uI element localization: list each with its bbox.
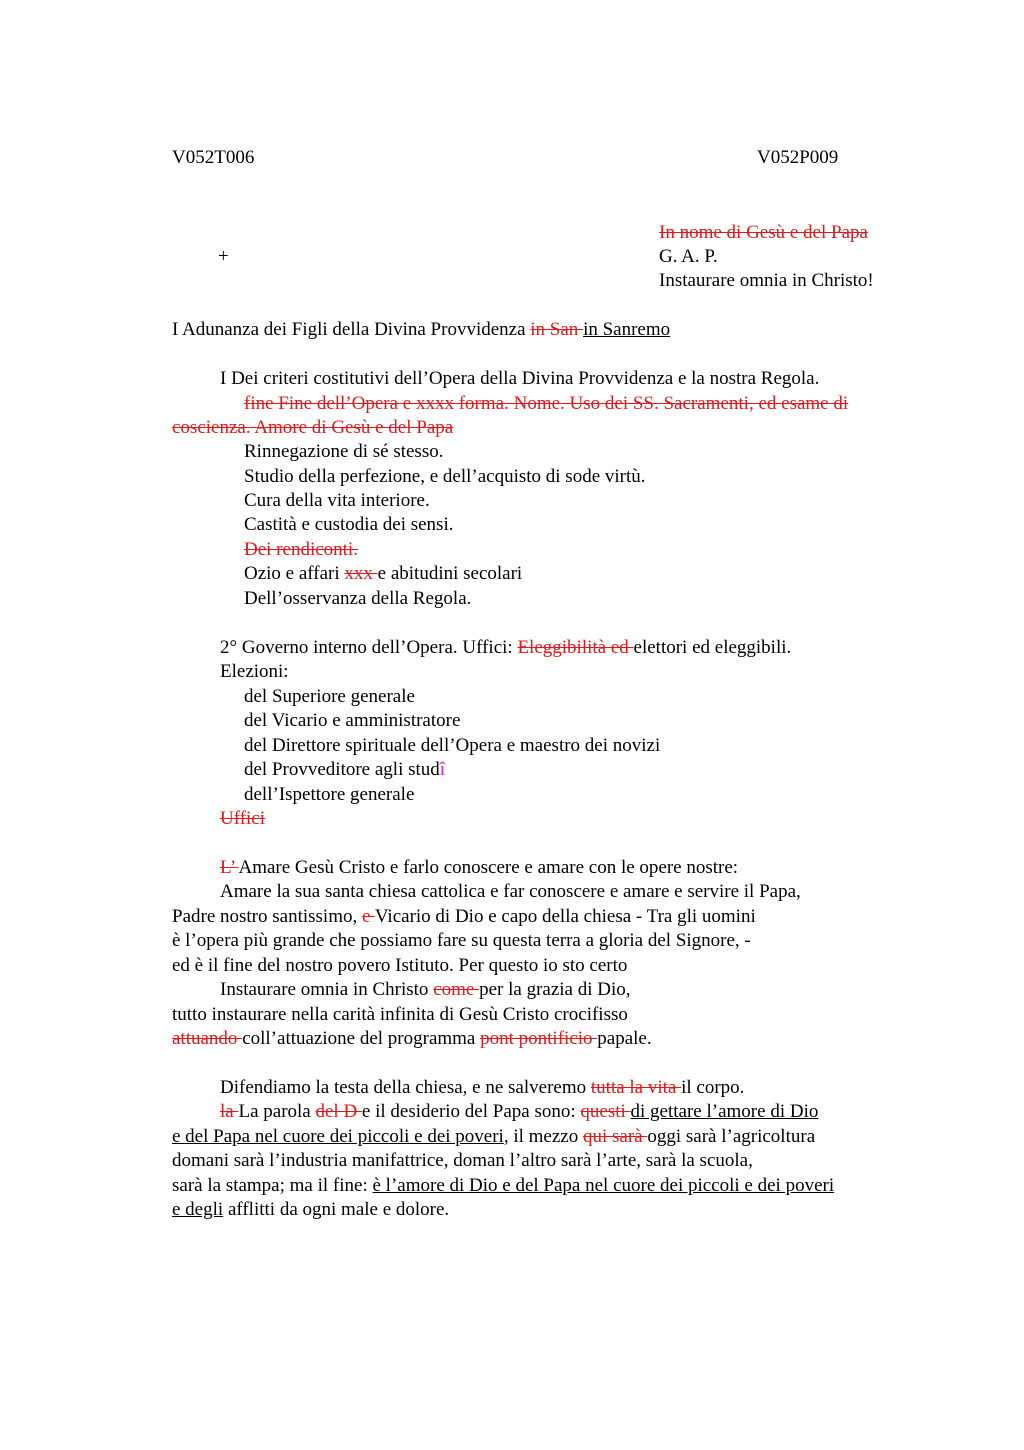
struck-text: Dei rendiconti. <box>244 539 358 560</box>
section1-struck-line1 <box>244 392 848 416</box>
para2-line <box>220 1076 744 1100</box>
para2-line <box>172 1174 834 1198</box>
text-run: elettori ed eleggibili. <box>633 637 792 658</box>
section1-item <box>244 538 358 562</box>
para2-line <box>172 1198 449 1222</box>
section1-item: Cura della vita interiore. <box>244 490 430 511</box>
struck-text: pont pontificio <box>480 1028 598 1049</box>
text-run: Ozio e affari <box>244 563 345 584</box>
underlined-text: e degli <box>172 1199 224 1220</box>
text-run: per la grazia di Dio, <box>479 979 631 1000</box>
para1-line <box>172 905 756 929</box>
election-item: del Superiore generale <box>244 686 415 707</box>
text-run: Padre nostro santissimo, <box>172 906 362 927</box>
para1-line <box>220 856 738 880</box>
struck-text: la <box>220 1101 239 1122</box>
election-item: del Vicario e amministratore <box>244 710 461 731</box>
section1-item: Studio della perfezione, e dell’acquisto di sode virtù. <box>244 466 646 487</box>
struck-text: del D <box>315 1101 362 1122</box>
struck-text: e <box>362 906 375 927</box>
text-run: il corpo. <box>681 1077 745 1098</box>
para1-line: ed è il fine del nostro povero Istituto. Per questo io sto certo <box>172 955 628 976</box>
underlined-text: di gettare l’amore di Dio <box>630 1101 819 1122</box>
struck-text: L’ <box>220 857 239 878</box>
para2-line <box>172 1125 815 1149</box>
title-text: I Adunanza dei Figli della Divina Provvidenza <box>172 319 531 340</box>
struck-text: fine Fine dell’Opera e xxxx forma. Nome. Uso dei SS. Sacramenti, ed esame di <box>244 393 849 414</box>
text-run: e il desiderio del Papa sono: <box>361 1101 581 1122</box>
text-run: La parola <box>238 1101 316 1122</box>
para1-line <box>172 1027 652 1051</box>
section1-heading: I Dei criteri costitutivi dell’Opera della Divina Provvidenza e la nostra Regola. <box>220 368 820 389</box>
struck-text: tutta la vita <box>590 1077 682 1098</box>
text-run: Vicario di Dio e capo della chiesa - Tra gli uomini <box>374 906 756 927</box>
title-underlined: in Sanremo <box>583 319 671 340</box>
magenta-mark: î <box>439 759 446 780</box>
struck-text: coscienza. Amore di Gesù e del Papa <box>172 417 454 438</box>
code-left: V052T006 <box>172 147 255 168</box>
text-run: coll’attuazione del programma <box>242 1028 481 1049</box>
cross-symbol: + <box>218 246 229 267</box>
para2-line: domani sarà l’industria manifattrice, doman l’altro sarà l’arte, sarà la scuola, <box>172 1150 753 1171</box>
para1-line: Amare la sua santa chiesa cattolica e far conoscere e amare e servire il Papa, <box>220 881 801 902</box>
section1-item: Rinnegazione di sé stesso. <box>244 441 444 462</box>
struck-text: Eleggibilità ed <box>517 637 634 658</box>
struck-text: xxx <box>344 563 378 584</box>
struck-text: attuando <box>172 1028 243 1049</box>
text-run: oggi sarà l’agricoltura <box>647 1126 816 1147</box>
gap-line: G. A. P. <box>659 246 718 267</box>
document-title <box>172 318 670 342</box>
struck-text: In nome di Gesù e del Papa <box>659 222 868 243</box>
struck-heading-line <box>659 221 868 245</box>
section1-item <box>244 562 522 586</box>
para2-line <box>220 1100 818 1124</box>
section2-heading <box>220 636 791 660</box>
text-run: sarà la stampa; ma il fine: <box>172 1175 373 1196</box>
text-run: 2° Governo interno dell’Opera. Uffici: <box>220 637 518 658</box>
para1-line: è l’opera più grande che possiamo fare su questa terra a gloria del Signore, - <box>172 930 751 951</box>
para1-line: tutto instaurare nella carità infinita di Gesù Cristo crocifisso <box>172 1004 628 1025</box>
text-run: afflitti da ogni male e dolore. <box>223 1199 450 1220</box>
section1-item: Castità e custodia dei sensi. <box>244 514 454 535</box>
struck-text: questi <box>580 1101 631 1122</box>
underlined-text: e del Papa nel cuore dei piccoli e dei poveri <box>172 1126 504 1147</box>
text-run: papale. <box>597 1028 652 1049</box>
text-run: Difendiamo la testa della chiesa, e ne salveremo <box>220 1077 591 1098</box>
text-run: e abitudini secolari <box>377 563 523 584</box>
election-item: dell’Ispettore generale <box>244 784 415 805</box>
para1-line <box>220 978 631 1002</box>
struck-text: qui sarà <box>582 1126 648 1147</box>
struck-text: Uffici <box>220 808 266 829</box>
code-right: V052P009 <box>757 147 839 168</box>
section1-struck-line2 <box>172 416 453 440</box>
text-run: , il mezzo <box>503 1126 583 1147</box>
title-struck: in San <box>530 319 584 340</box>
struck-text: come <box>433 979 480 1000</box>
underlined-text: è l’amore di Dio e del Papa nel cuore dei piccoli e dei poveri <box>372 1175 835 1196</box>
election-item: del Direttore spirituale dell’Opera e maestro dei novizi <box>244 735 661 756</box>
section1-item: Dell’osservanza della Regola. <box>244 588 472 609</box>
text-run: Amare Gesù Cristo e farlo conoscere e amare con le opere nostre: <box>238 857 739 878</box>
struck-uffici <box>220 807 265 831</box>
text-run: del Provveditore agli stud <box>244 759 440 780</box>
election-item <box>244 758 445 782</box>
text-run: Instaurare omnia in Christo <box>220 979 434 1000</box>
motto-line: Instaurare omnia in Christo! <box>659 270 874 291</box>
elections-label: Elezioni: <box>220 661 289 682</box>
